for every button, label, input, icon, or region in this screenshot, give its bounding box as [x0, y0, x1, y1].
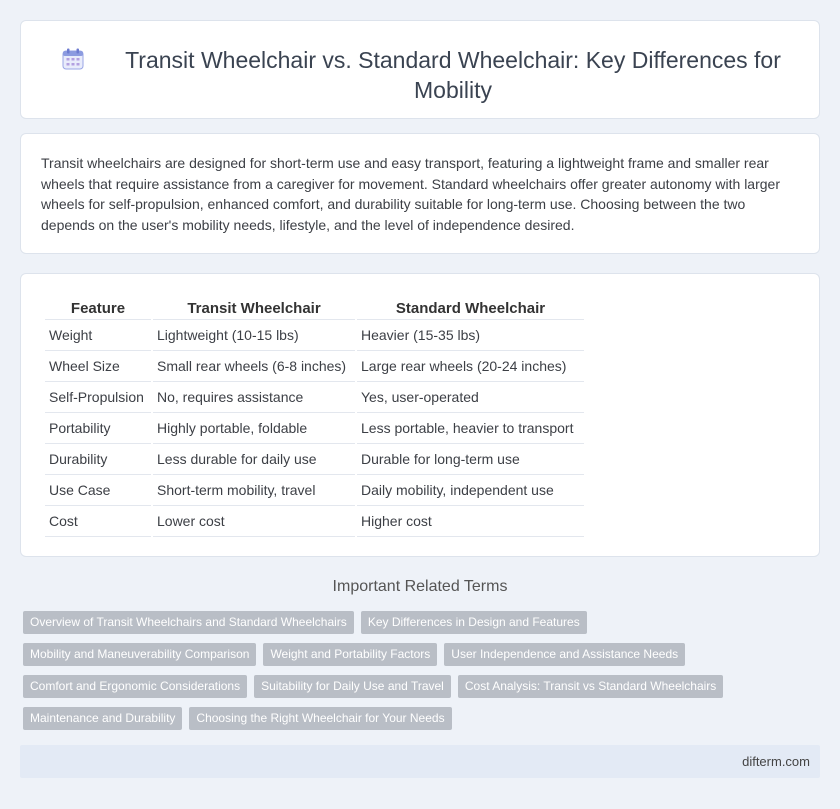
table-cell: Weight	[45, 320, 151, 351]
table-cell: Wheel Size	[45, 351, 151, 382]
table-row	[45, 475, 584, 506]
related-term-tag[interactable]: Key Differences in Design and Features	[361, 611, 587, 634]
table-cell: Small rear wheels (6-8 inches)	[153, 351, 355, 382]
related-term-tag[interactable]: User Independence and Assistance Needs	[444, 643, 685, 666]
column-header: Feature	[45, 294, 151, 320]
table-row	[45, 320, 584, 351]
table-cell: Daily mobility, independent use	[357, 475, 584, 506]
table-cell: Use Case	[45, 475, 151, 506]
table-header-row	[45, 294, 584, 320]
table-cell: Less portable, heavier to transport	[357, 413, 584, 444]
intro-card	[20, 133, 820, 254]
calendar-icon	[61, 47, 85, 71]
table-cell: Durable for long-term use	[357, 444, 584, 475]
footer-site-link[interactable]: difterm.com	[742, 754, 810, 769]
table-row	[45, 351, 584, 382]
table-cell: Lower cost	[153, 506, 355, 537]
column-header: Transit Wheelchair	[153, 294, 355, 320]
related-term-tag[interactable]: Maintenance and Durability	[23, 707, 182, 730]
related-terms-title: Important Related Terms	[332, 578, 508, 595]
table-card	[20, 273, 820, 557]
related-term-tag[interactable]: Overview of Transit Wheelchairs and Standard Wheelchairs	[23, 611, 354, 634]
table-cell: Durability	[45, 444, 151, 475]
table-row	[45, 413, 584, 444]
related-term-tag[interactable]: Suitability for Daily Use and Travel	[254, 675, 451, 698]
page-title: Transit Wheelchair vs. Standard Wheelchair: Key Differences for Mobility	[125, 47, 781, 103]
table-cell: Yes, user-operated	[357, 382, 584, 413]
column-header: Standard Wheelchair	[357, 294, 584, 320]
table-cell: Portability	[45, 413, 151, 444]
footer	[20, 745, 820, 778]
table-cell: Self-Propulsion	[45, 382, 151, 413]
related-term-tag[interactable]: Comfort and Ergonomic Considerations	[23, 675, 247, 698]
related-term-tag[interactable]: Weight and Portability Factors	[263, 643, 437, 666]
table-row	[45, 444, 584, 475]
table-cell: Cost	[45, 506, 151, 537]
related-term-tag[interactable]: Choosing the Right Wheelchair for Your Needs	[189, 707, 451, 730]
related-terms-tags	[23, 611, 803, 730]
table-cell: Heavier (15-35 lbs)	[357, 320, 584, 351]
title-wrap	[61, 45, 799, 105]
intro-text: Transit wheelchairs are designed for short-term use and easy transport, featuring a lightweight frame and smaller rear wheels that require assistance from a caregiver for movement. Standard wheelchairs offer greater autonomy with larger wheels for self-propulsion, enhanced comfort, and durability suitable for long-term use. Choosing between the two depends on the user's mobility needs, lifestyle, and the level of independence desired.	[41, 155, 780, 233]
related-term-tag[interactable]: Mobility and Maneuverability Comparison	[23, 643, 256, 666]
table-cell: Large rear wheels (20-24 inches)	[357, 351, 584, 382]
header-card	[20, 20, 820, 119]
table-cell: Less durable for daily use	[153, 444, 355, 475]
table-cell: Lightweight (10-15 lbs)	[153, 320, 355, 351]
table-row	[45, 506, 584, 537]
comparison-table	[43, 294, 586, 537]
table-cell: Short-term mobility, travel	[153, 475, 355, 506]
table-cell: No, requires assistance	[153, 382, 355, 413]
table-row	[45, 382, 584, 413]
table-cell: Highly portable, foldable	[153, 413, 355, 444]
related-term-tag[interactable]: Cost Analysis: Transit vs Standard Wheelchairs	[458, 675, 723, 698]
table-cell: Higher cost	[357, 506, 584, 537]
